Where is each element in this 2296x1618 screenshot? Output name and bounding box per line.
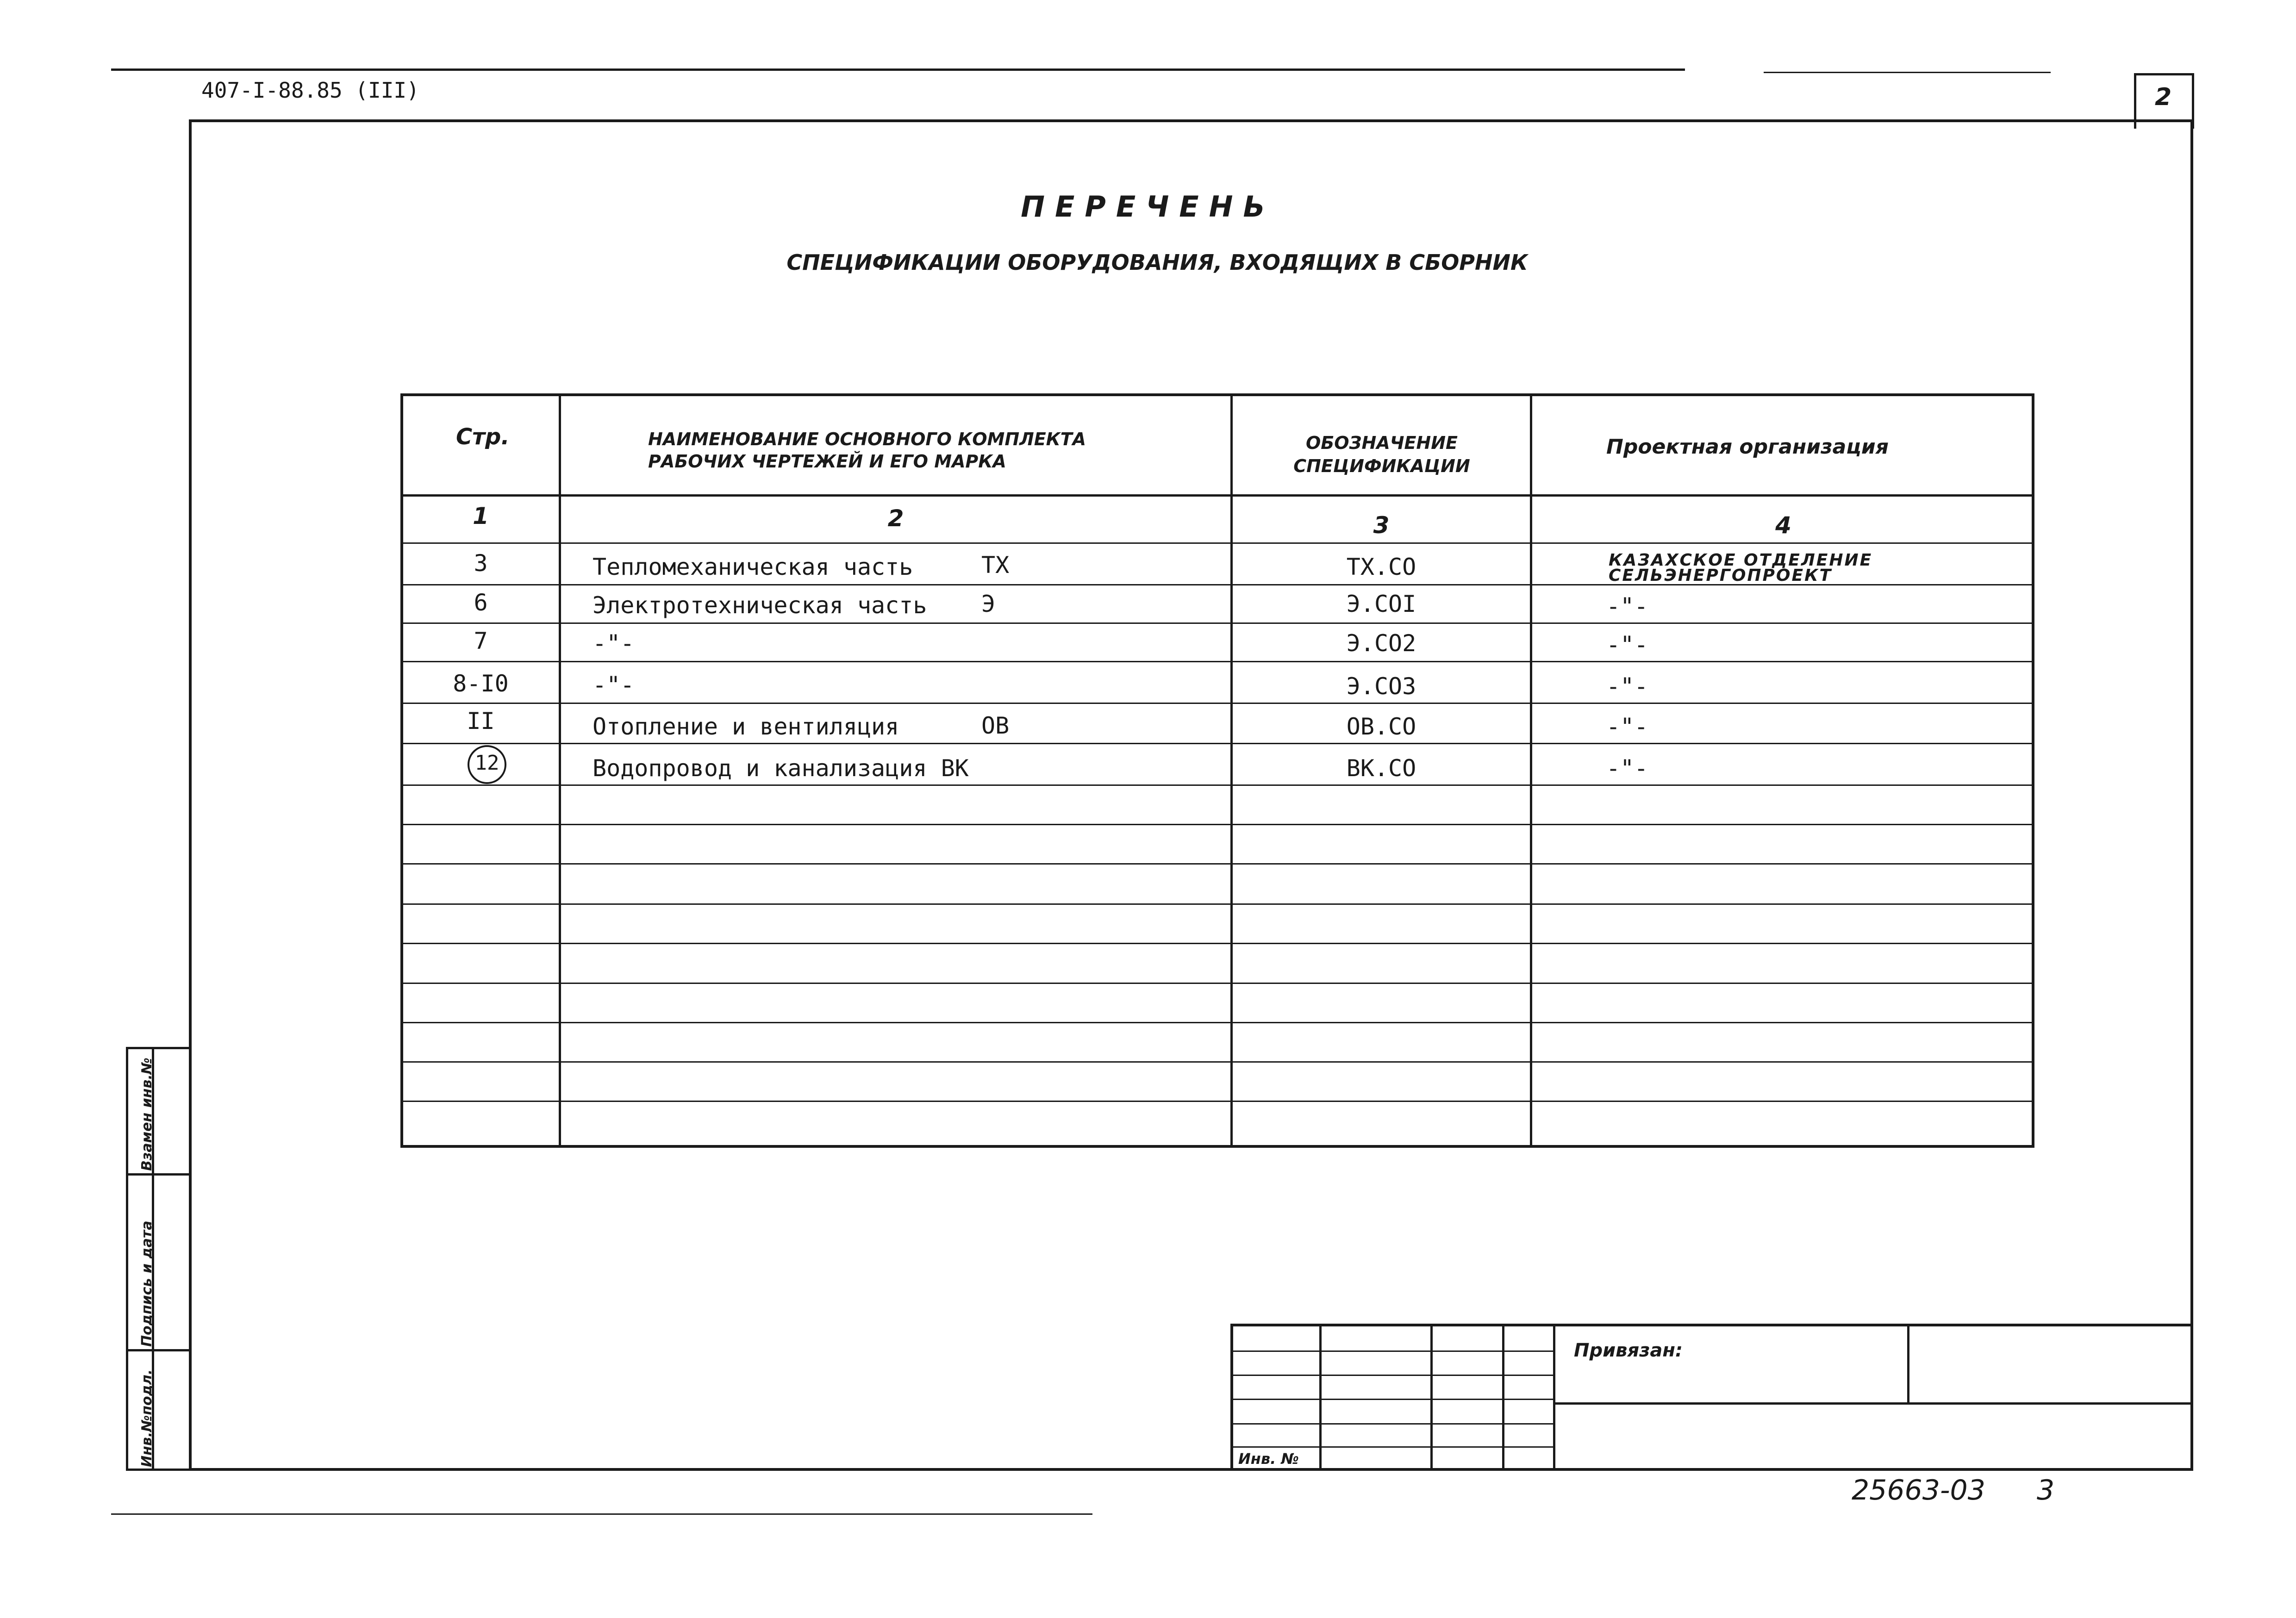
- table-row-org-line1: -"-: [1606, 593, 1648, 620]
- col-number-1: 1: [473, 503, 489, 529]
- title-block-row: [1230, 1350, 1553, 1352]
- side-stamp-rule: [126, 1349, 189, 1351]
- row-rule: [400, 784, 2034, 786]
- table-row-org-line1: -"-: [1606, 673, 1648, 700]
- title-block-col: [1502, 1324, 1504, 1471]
- row-rule: [400, 1061, 2034, 1063]
- row-rule: [400, 542, 2034, 544]
- table-row-org-line1: КАЗАХСКОЕ ОТДЕЛЕНИЕ: [1609, 551, 1873, 570]
- title-block-col: [1430, 1324, 1433, 1471]
- header-name-line1: НАИМЕНОВАНИЕ ОСНОВНОГО КОМПЛЕКТА: [648, 429, 1086, 449]
- bottom-rule: [111, 1513, 1092, 1515]
- title-block: [1230, 1324, 2193, 1471]
- title-block-row: [1230, 1375, 1553, 1376]
- table-row-designation: Э.СОI: [1346, 591, 1416, 617]
- side-stamp-rule: [126, 1173, 189, 1176]
- table-row-org-line2: СЕЛЬЭНЕРГОПРОЕКТ: [1609, 566, 1833, 585]
- title-block-col: [1319, 1324, 1322, 1471]
- sheet-number: 2: [2155, 83, 2172, 111]
- page-title: ПЕРЕЧЕНЬ: [1021, 190, 1275, 224]
- table-row-name: Водопровод и канализация ВК: [593, 755, 969, 782]
- row-rule: [400, 943, 2034, 944]
- archive-number: 25663-03: [1852, 1474, 1985, 1506]
- title-block-row: [1230, 1399, 1553, 1400]
- table-row-page: 7: [474, 628, 488, 654]
- table-row-name: -"-: [593, 630, 635, 657]
- title-block-row: [1230, 1446, 1553, 1448]
- table-row-designation: ВК.СО: [1346, 755, 1416, 782]
- table-row-page: II: [467, 708, 495, 734]
- header-designation-line2: СПЕЦИФИКАЦИИ: [1293, 456, 1470, 476]
- table-row-name: Электротехническая часть: [593, 592, 927, 619]
- table-row-page: 3: [474, 550, 488, 577]
- row-rule: [400, 983, 2034, 984]
- row-rule: [400, 743, 2034, 744]
- header-name-line2: РАБОЧИХ ЧЕРТЕЖЕЙ И ЕГО МАРКА: [648, 451, 1006, 472]
- row-rule: [400, 1022, 2034, 1023]
- col-number-3: 3: [1373, 512, 1390, 539]
- header-rule: [400, 494, 2034, 497]
- side-stamp-podpis: Подпись и дата: [139, 1220, 155, 1347]
- top-rule: [111, 68, 1685, 71]
- row-rule: [400, 703, 2034, 704]
- table-row-name: Отопление и вентиляция: [593, 713, 899, 740]
- top-rule-right: [1764, 72, 2051, 73]
- page-subtitle: СПЕЦИФИКАЦИИ ОБОРУДОВАНИЯ, ВХОДЯЩИХ В СБОРНИК: [786, 250, 1528, 275]
- table-row-designation: ТХ.СО: [1346, 554, 1416, 580]
- row-rule: [400, 622, 2034, 624]
- header-designation-line1: ОБОЗНАЧЕНИЕ: [1305, 433, 1458, 453]
- footer-page-number: 3: [2037, 1474, 2055, 1506]
- col-line-3: [1530, 393, 1532, 1148]
- table-row-name: Тепломеханическая часть: [593, 554, 913, 580]
- row-rule: [400, 1101, 2034, 1102]
- title-block-row: [1230, 1423, 1553, 1425]
- side-stamp-inv-podl: Инв.№подл.: [139, 1369, 155, 1467]
- side-stamp: [126, 1047, 189, 1471]
- table-row-page: 6: [474, 589, 488, 616]
- side-stamp-vzamen: Взамен инв.№: [139, 1058, 155, 1171]
- table-row-designation: Э.СО2: [1346, 630, 1416, 657]
- privyazan-label: Привязан:: [1574, 1340, 1683, 1361]
- table-row-org-line1: -"-: [1606, 713, 1648, 740]
- col-number-2: 2: [887, 505, 904, 532]
- document-code: 407-I-88.85 (III): [201, 78, 419, 103]
- table-row-name: -"-: [593, 672, 635, 698]
- row-rule: [400, 863, 2034, 865]
- row-rule: [400, 903, 2034, 905]
- table-row-org-line1: -"-: [1606, 631, 1648, 658]
- title-block-row: [1553, 1402, 2193, 1405]
- table-row-page: 12: [474, 751, 499, 775]
- header-organization: Проектная организация: [1606, 435, 1889, 459]
- table-row-mark: Э: [981, 591, 996, 617]
- table-row-designation: ОВ.СО: [1346, 713, 1416, 740]
- table-row-designation: Э.СО3: [1346, 673, 1416, 700]
- table-row-mark: ОВ: [981, 712, 1010, 739]
- table-row-page: 8-I0: [453, 670, 509, 697]
- title-block-col: [1553, 1324, 1555, 1471]
- title-block-col: [1907, 1324, 1909, 1402]
- row-rule: [400, 824, 2034, 825]
- table-row-mark: ТХ: [981, 552, 1010, 579]
- inv-number-label: Инв. №: [1238, 1450, 1299, 1468]
- row-rule: [400, 661, 2034, 662]
- table-row-org-line1: -"-: [1606, 755, 1648, 782]
- header-page: Стр.: [456, 424, 510, 450]
- col-number-4: 4: [1775, 512, 1791, 539]
